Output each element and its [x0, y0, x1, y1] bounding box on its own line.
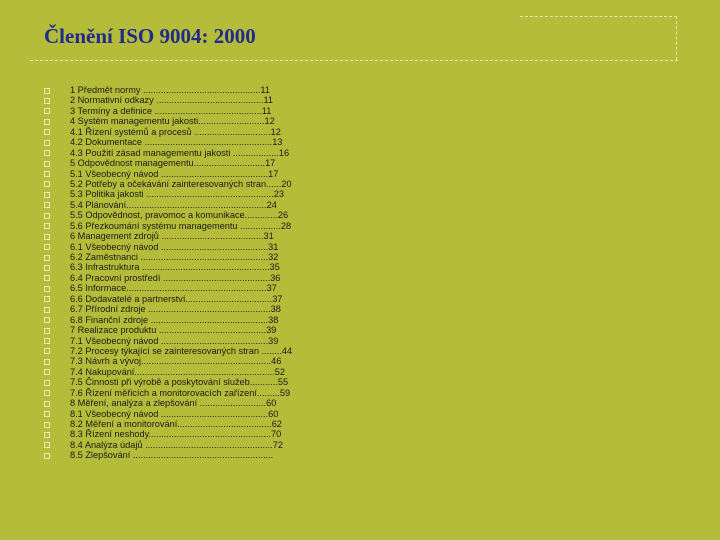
bullet-square-icon: [44, 275, 50, 281]
bullet-square-icon: [44, 119, 50, 125]
toc-item-text: 8 Měření, analýza a zlepšování ..........................60: [70, 398, 277, 409]
bullet-square-icon: [44, 380, 50, 386]
bullet-square-icon: [44, 265, 50, 271]
toc-item-text: 6.8 Finanční zdroje ..............................................38: [70, 314, 279, 325]
toc-item-text: 1 Předmět normy ..............................................11: [70, 85, 270, 95]
bullet-square-icon: [44, 192, 50, 198]
bullet-square-icon: [44, 307, 50, 313]
toc-item-text: 5.3 Politika jakosti ..................................................23: [70, 189, 284, 200]
toc-item-text: 6.7 Přírodní zdroje ................................................38: [70, 304, 281, 315]
toc-item-text: 6.4 Pracovní prostředí ..........................................36: [70, 272, 281, 283]
toc-item-text: 2 Normativní odkazy ..........................................11: [70, 95, 274, 106]
toc-item-text: 4.1 Řízení systémů a procesů ..............................12: [70, 126, 281, 137]
toc-item-text: 6.5 Informace.......................................................37: [70, 283, 277, 294]
toc-item-text: 6 Management zdrojů ........................................31: [70, 231, 274, 242]
bullet-square-icon: [44, 88, 50, 94]
bullet-square-icon: [44, 171, 50, 177]
bullet-square-icon: [44, 140, 50, 146]
toc-item-text: 5.2 Potřeby a očekávání zainteresovaných stran......20: [70, 178, 292, 189]
bullet-square-icon: [44, 442, 50, 448]
bullet-square-icon: [44, 348, 50, 354]
bullet-square-icon: [44, 98, 50, 104]
toc-item-text: 3 Termíny a definice ..........................................11: [70, 105, 272, 116]
bullet-square-icon: [44, 161, 50, 167]
toc-item-text: 7.1 Všeobecný návod ..........................................39: [70, 335, 279, 346]
bullet-square-icon: [44, 338, 50, 344]
toc-item-text: 8.2 Měření a monitorování.....................................62: [70, 419, 282, 429]
toc-item-text: 6.3 Infrastruktura ..................................................35: [70, 262, 280, 273]
toc-item-text: 4 Systém managementu jakosti..........................12: [70, 116, 275, 127]
bullet-square-icon: [44, 255, 50, 261]
bullet-square-icon: [44, 150, 50, 156]
bullet-square-icon: [44, 286, 50, 292]
bullet-square-icon: [44, 213, 50, 219]
toc-item-text: 6.1 Všeobecný návod ..........................................31: [70, 241, 279, 252]
toc-item-text: 5.1 Všeobecný návod ..........................................17: [70, 168, 279, 179]
bullet-square-icon: [44, 453, 50, 459]
toc-item-text: 7.6 Řízení měřicích a monitorovacích zařízení.........59: [70, 387, 291, 398]
toc-item-text: 7.3 Návrh a vývoj...................................................46: [70, 356, 282, 367]
toc-item-text: 7.2 Procesy týkající se zainteresovaných stran ........44: [70, 345, 293, 356]
toc-item-text: 7.5 Činnosti při výrobě a poskytování služeb...........55: [70, 377, 289, 388]
bullet-square-icon: [44, 234, 50, 240]
bullet-square-icon: [44, 181, 50, 187]
bullet-square-icon: [44, 328, 50, 334]
bullet-square-icon: [44, 422, 50, 428]
toc-item-text: 8.3 Řízení neshody................................................70: [70, 429, 282, 440]
toc-item-text: 6.2 Zaměstnanci ..................................................32: [70, 252, 279, 262]
toc-item-text: 6.6 Dodavatelé a partnerství..................................37: [70, 293, 283, 304]
slide-title: Členění ISO 9004: 2000: [44, 24, 256, 48]
bullet-square-icon: [44, 401, 50, 407]
title-rule-corner: [676, 16, 677, 60]
toc-item-text: 8.5 Zlepšování .......................................................: [70, 450, 274, 461]
toc-item-text: 4.2 Dokumentace ..................................................13: [70, 137, 283, 148]
toc-item-text: 8.4 Analýza údajů ..................................................72: [70, 439, 283, 450]
bullet-square-icon: [44, 108, 50, 114]
toc-item-text: 5 Odpovědnost managementu............................17: [70, 158, 276, 169]
bullet-square-icon: [44, 369, 50, 375]
bullet-square-icon: [44, 223, 50, 229]
toc-item-text: 4.3 Použití zásad managementu jakosti ..................16: [70, 147, 290, 158]
bullet-square-icon: [44, 317, 50, 323]
title-underline: [30, 60, 678, 61]
toc-item-text: 7 Realizace produktu ..........................................39: [70, 325, 277, 336]
bullet-square-icon: [44, 129, 50, 135]
toc-item-text: 5.5 Odpovědnost, pravomoc a komunikace.............26: [70, 210, 289, 221]
toc-item-text: 5.6 Přezkoumání systému managementu ................28: [70, 220, 292, 231]
bullet-square-icon: [44, 359, 50, 365]
bullet-square-icon: [44, 432, 50, 438]
bullet-square-icon: [44, 202, 50, 208]
bullet-square-icon: [44, 244, 50, 250]
bullet-square-icon: [44, 411, 50, 417]
toc-item-text: 5.4 Plánování.......................................................24: [70, 199, 277, 210]
bullet-square-icon: [44, 296, 50, 302]
toc-item-text: 8.1 Všeobecný návod ..........................................60: [70, 408, 279, 419]
bullet-square-icon: [44, 390, 50, 396]
toc-item-text: 7.4 Nakupování.......................................................52: [70, 366, 285, 377]
title-rule-top: [520, 16, 677, 17]
